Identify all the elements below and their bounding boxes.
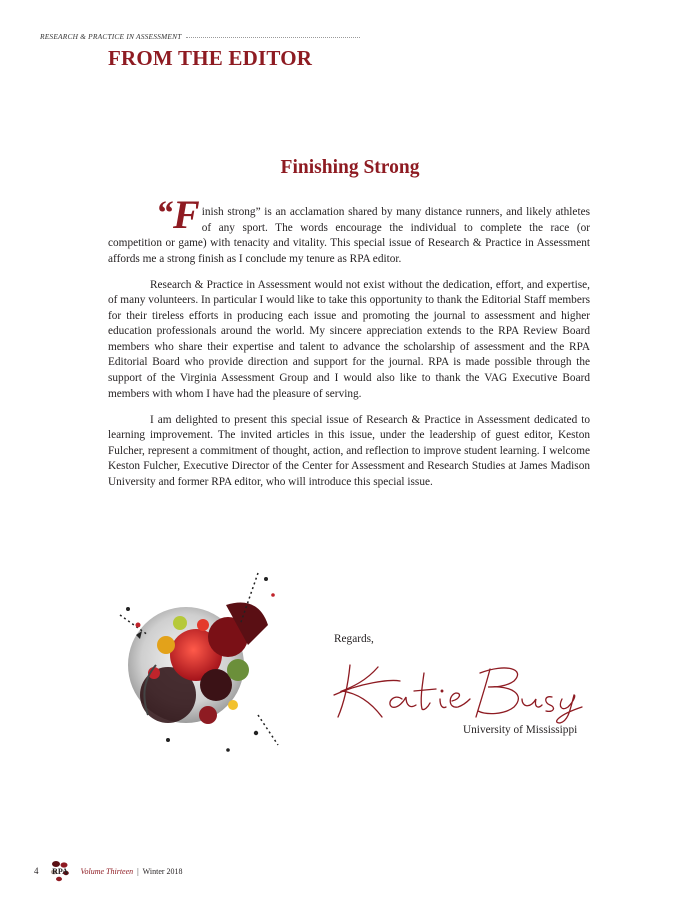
affiliation: University of Mississippi: [463, 724, 578, 736]
footer-separator: |: [137, 866, 139, 876]
paragraph-3: I am delighted to present this special issue of Research & Practice in Assessment dedicated to learning improvement. The invited articles in this issue, under the leadership of guest editor, Keston Fulcher, represent a commitment of thought, action, and reflection to improve student learning. I welcome Keston Fulcher, Executive Director of the Center for Assessment and Research Studies at James Madison University and former RPA editor, who will introduce this special issue.: [108, 413, 590, 488]
drop-cap-quote: “: [156, 195, 173, 232]
article-title: Finishing Strong: [280, 157, 420, 178]
closing-regards: Regards,: [334, 633, 374, 645]
page-number: 4: [34, 866, 39, 876]
running-head: [40, 32, 360, 41]
dotted-rule: [186, 37, 360, 38]
article-body: [108, 192, 590, 501]
drop-cap: [156, 192, 200, 237]
logo-text: RPA: [51, 867, 68, 876]
paragraph-2: Research & Practice in Assessment would not exist without the dedication, effort, and expertise, of many volunteers. In particular I would like to take this opportunity to thank the Editorial Staff members for their tireless efforts in producing each issue and promoting the journal to assessment and higher education professionals around the world. My sincere appreciation extends to the RPA Review Board members who share their expertise and talent to advance the scholarship of assessment and the RPA Editorial Board who provide direction and support for the journal. RPA is made possible through the support of the Virginia Assessment Group and I would also like to thank the VAG Executive Board members with whom I have had the pleasure of serving.: [108, 278, 590, 400]
signature-image: [330, 655, 595, 725]
section-title: FROM THE EDITOR: [108, 46, 313, 70]
footer-issue-info: [81, 867, 183, 876]
paragraph-1-text: inish strong” is an acclamation shared by many distance runners, and likely athletes of any sport. The words encourage the individual to complete the race (or competition or game) with tenacity and vitality. This special issue of Research & Practice in Assessment affords me a strong finish as I conclude my tenure as RPA editor.: [108, 206, 590, 265]
running-head-text: RESEARCH & PRACTICE IN ASSESSMENT: [40, 32, 182, 41]
paragraph-1: [108, 192, 590, 267]
volume-label: Volume Thirteen: [80, 866, 134, 876]
drop-cap-letter: F: [173, 192, 200, 237]
issue-label: Winter 2018: [142, 866, 183, 876]
rpa-logo-icon: [47, 858, 73, 884]
page-footer: [34, 858, 183, 884]
decorative-artwork: [108, 565, 288, 765]
